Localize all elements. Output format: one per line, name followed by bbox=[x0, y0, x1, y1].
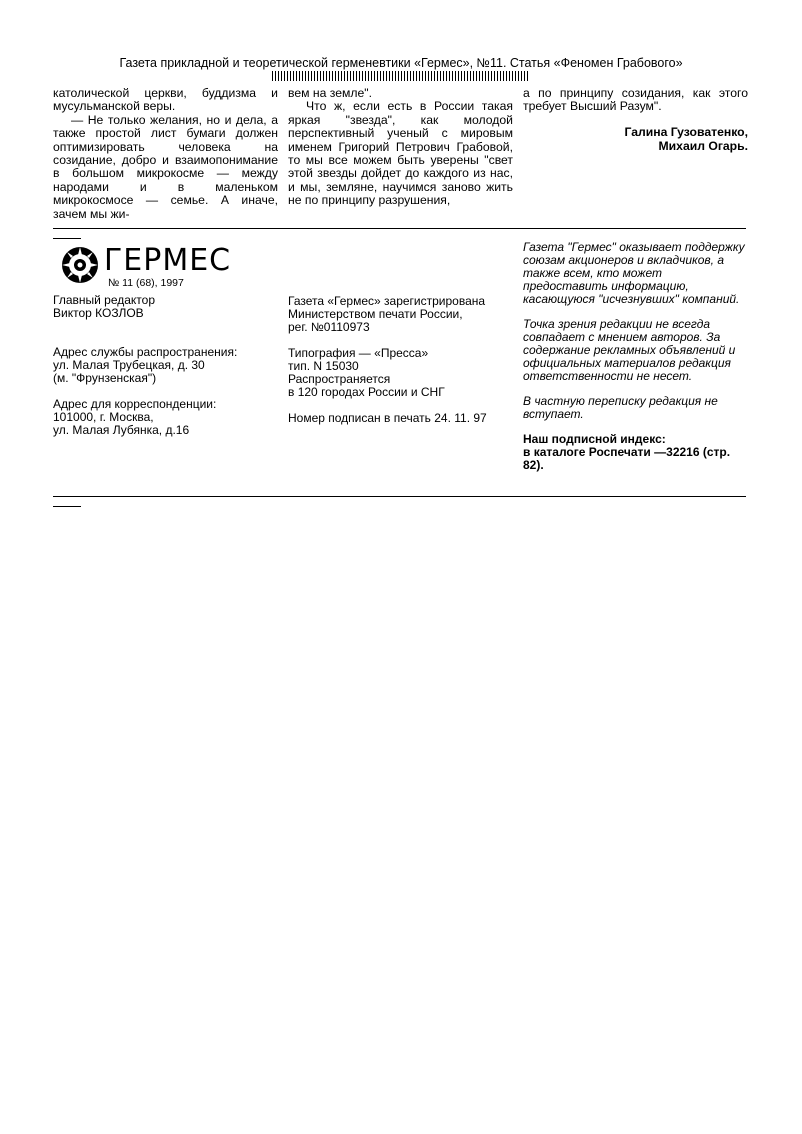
paragraph: Что ж, если есть в России такая яркая "звезда", как молодой перспективный ученый с мировым именем Григорий Петрович Грабовой, то мы все можем быть уверены "свет этой звезды дойдет до каждого из нас, и мы, земляне, научимся заново жить не по принципу разрушения, bbox=[288, 99, 513, 208]
section-divider bbox=[53, 496, 746, 497]
author-name: Галина Гузоватенко, bbox=[624, 125, 748, 139]
editor-block bbox=[53, 294, 278, 320]
correspondence-address bbox=[53, 398, 278, 437]
short-rule bbox=[53, 238, 81, 239]
author-name: Михаил Огарь. bbox=[658, 139, 748, 153]
masthead-column-1 bbox=[53, 294, 278, 450]
printing-line: Типография — «Пресса» bbox=[288, 346, 429, 360]
registration-number: рег. №0110973 bbox=[288, 320, 370, 334]
masthead-column-2 bbox=[288, 295, 513, 438]
page-header: Газета прикладной и теоретической герменевтики «Гермес», №11. Статья «Феномен Грабового» bbox=[119, 56, 683, 70]
signed-date: Номер подписан в печать 24. 11. 97 bbox=[288, 411, 487, 425]
distribution-label: Адрес службы распространения: bbox=[53, 345, 238, 359]
issue-number: № 11 (68), 1997 bbox=[108, 277, 184, 289]
article-column-1 bbox=[53, 87, 278, 221]
editor-name: Виктор КОЗЛОВ bbox=[53, 306, 144, 320]
paragraph: — Не только желания, но и дела, а также простой лист бумаги должен оптимизировать человека на созидание, добро и взаимопонимание в большом микрокосме — между народами и в маленьком микрокосмосе — семье. А иначе, зачем мы жи- bbox=[53, 112, 278, 221]
registration-block bbox=[288, 295, 513, 334]
article-column-3 bbox=[523, 87, 748, 114]
note: Газета "Гермес" оказывает поддержку союзам акционеров и вкладчиков, а также всем, кто может предоставить информацию, касающуюся "исчезнувших" компаний. bbox=[523, 240, 745, 306]
registration-line: Министерством печати России, bbox=[288, 307, 463, 321]
article-column-2 bbox=[288, 87, 513, 208]
logo-wordmark: ГЕРМЕС bbox=[104, 243, 232, 278]
printing-block bbox=[288, 347, 513, 399]
paragraph: вем на земле". bbox=[288, 86, 372, 100]
note: Точка зрения редакции не всегда совпадает с мнением авторов. За содержание рекламных объявлений и официальных материалов редакция ответственности не несет. bbox=[523, 317, 736, 383]
paragraph: а по принципу созидания, как этого требует Высший Разум". bbox=[523, 86, 748, 114]
header-hatch-line bbox=[272, 71, 530, 81]
correspondence-city: 101000, г. Москва, bbox=[53, 410, 154, 424]
distribution-street: ул. Малая Трубецкая, д. 30 bbox=[53, 358, 205, 372]
hermes-logo-icon bbox=[60, 245, 100, 285]
registration-line: Газета «Гермес» зарегистрирована bbox=[288, 294, 486, 308]
note: В частную переписку редакция не вступает. bbox=[523, 394, 718, 421]
subscription-index bbox=[523, 433, 750, 472]
distribution-metro: (м. "Фрунзенская") bbox=[53, 371, 157, 385]
distribution-address bbox=[53, 346, 278, 385]
editor-label: Главный редактор bbox=[53, 293, 156, 307]
masthead-column-3 bbox=[523, 241, 750, 472]
article-authors bbox=[523, 125, 748, 153]
subscription-label: Наш подписной индекс: bbox=[523, 432, 666, 446]
short-rule bbox=[53, 506, 81, 507]
subscription-value: в каталоге Роспечати —32216 (стр. 82). bbox=[523, 445, 731, 472]
printing-line: в 120 городах России и СНГ bbox=[288, 385, 445, 399]
printing-line: тип. N 15030 bbox=[288, 359, 359, 373]
section-divider bbox=[53, 228, 746, 229]
printing-line: Распространяется bbox=[288, 372, 391, 386]
correspondence-street: ул. Малая Лубянка, д.16 bbox=[53, 423, 190, 437]
correspondence-label: Адрес для корреспонденции: bbox=[53, 397, 217, 411]
editorial-notes bbox=[523, 241, 750, 421]
paragraph: католической церкви, буддизма и мусульманской веры. bbox=[53, 86, 278, 114]
